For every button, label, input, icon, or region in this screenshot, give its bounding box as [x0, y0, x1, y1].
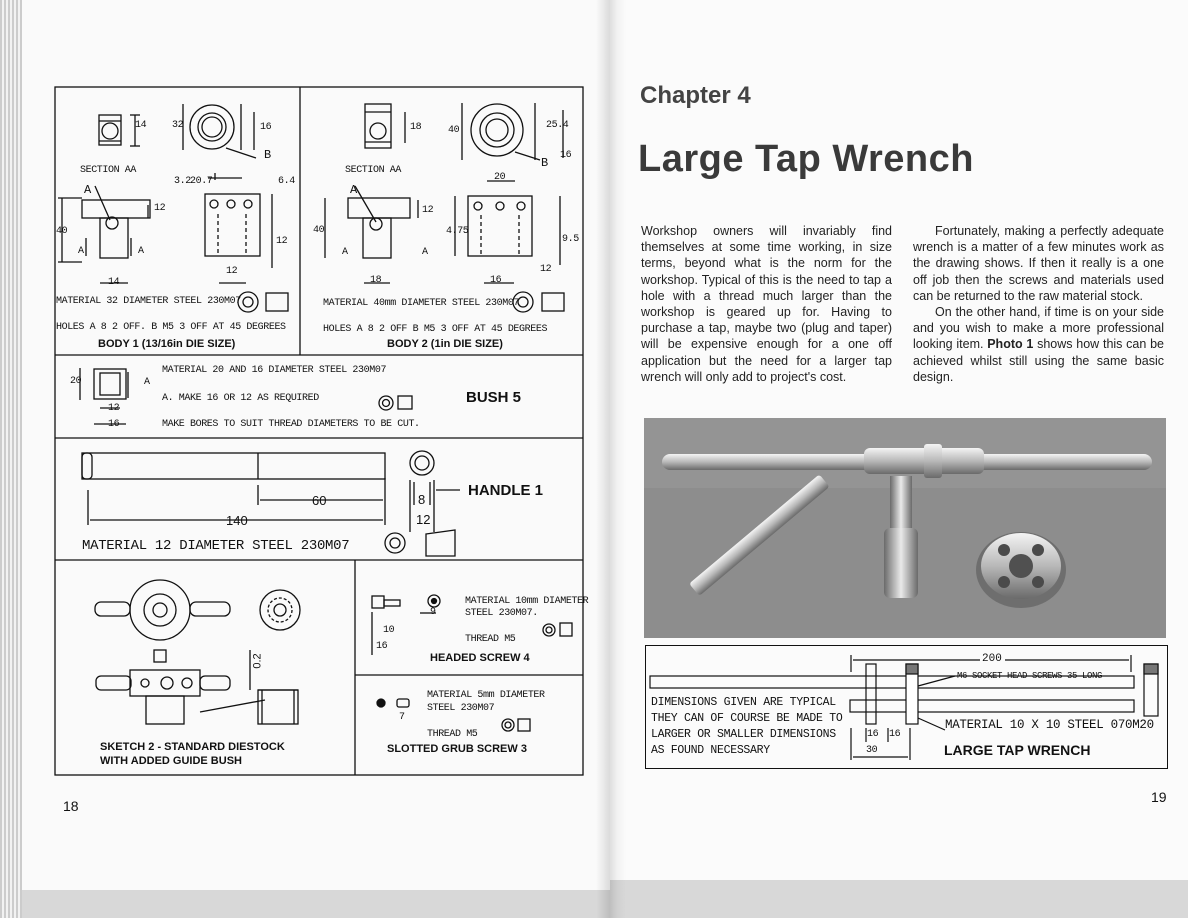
body2-label-a-top: A [350, 183, 357, 197]
handle-dim-8: 8 [418, 492, 426, 507]
body2-dim-9-5: 9.5 [562, 234, 579, 245]
wrench-note-line1: DIMENSIONS GIVEN ARE TYPICAL [651, 696, 836, 709]
body1-dim-6-4: 6.4 [278, 176, 295, 187]
body1-dim-20-7: 20.7 [190, 176, 213, 187]
book-gutter-shadow [596, 0, 626, 918]
headed-screw-material-line2: STEEL 230M07. [465, 608, 538, 619]
body1-dim-32: 32 [172, 120, 184, 131]
body2-section-drawing [365, 104, 405, 148]
grub-screw-thread: THREAD M5 [427, 729, 478, 740]
bush-dim-a: A [144, 377, 150, 388]
body2-material: MATERIAL 40mm DIAMETER STEEL 230M07 [323, 298, 520, 309]
chapter-label: Chapter 4 [640, 82, 751, 109]
headed-screw-caption: HEADED SCREW 4 [430, 652, 530, 664]
body2-dim-25-4: 25.4 [546, 120, 569, 131]
body2-dim-18: 18 [410, 122, 422, 133]
body2-label-b: B [541, 156, 548, 170]
right-page-number: 19 [1151, 789, 1167, 805]
body2-front-view [325, 186, 560, 283]
photo-reference: Photo 1 [987, 337, 1034, 352]
body2-caption: BODY 2 (1in DIE SIZE) [387, 338, 503, 350]
body2-section-label: SECTION AA [345, 165, 402, 176]
wrench-dim-16-b: 16 [889, 729, 901, 740]
photo-tap-wrench-illustration [644, 418, 1166, 638]
body1-section-label: SECTION AA [80, 165, 137, 176]
paragraph-other-hand-text: On the other hand, if time is on your side and you wish to make a more professional looking item. [913, 305, 1164, 352]
body2-dim-18-b: 18 [370, 275, 382, 286]
wrench-caption: LARGE TAP WRENCH [944, 742, 1091, 758]
body2-dim-12: 12 [422, 205, 434, 216]
sketch2-dim-0-2: 0.2 [251, 653, 264, 669]
body1-dim-12-b: 12 [276, 236, 288, 247]
body2-holes: HOLES A 8 2 OFF B M5 3 OFF AT 45 DEGREES [323, 324, 548, 335]
body1-dim-3-2: 3.2 [174, 176, 191, 187]
chapter-title: Large Tap Wrench [638, 138, 974, 180]
body2-dim-40: 40 [448, 125, 460, 136]
wrench-note-line4: AS FOUND NECESSARY [651, 744, 770, 757]
body1-material: MATERIAL 32 DIAMETER STEEL 230M07 [56, 296, 241, 307]
body1-dim-14: 14 [135, 120, 147, 131]
headed-screw-dim-16: 16 [376, 641, 388, 652]
body1-dim-12-a: 12 [154, 203, 166, 214]
bush-dim-12: 12 [108, 403, 120, 414]
bush-dim-16: 16 [108, 419, 120, 430]
body1-label-a-top: A [84, 183, 91, 197]
paragraph-intro: Workshop owners will invariably find themselves at some time working, in size terms, beyond what is the norm for the workshop. Typical of this is the need to tap a hole with a thread much larger than the workshop is geared up for. Having to purchase a tap, maybe two (plug and taper) will be expensive enough for a one off application but the need for a larger tap wrench will only add to project's cost. [641, 224, 892, 384]
body1-label-a-right: A [138, 246, 144, 257]
body2-label-a-right: A [422, 247, 428, 258]
wrench-material: MATERIAL 10 X 10 STEEL 070M20 [945, 718, 1154, 732]
headed-screw-material-line1: MATERIAL 10mm DIAMETER [465, 596, 589, 607]
body1-symbols [238, 292, 288, 312]
body1-holes: HOLES A 8 2 OFF. B M5 3 OFF AT 45 DEGREES [56, 322, 286, 333]
handle-material: MATERIAL 12 DIAMETER STEEL 230M07 [82, 538, 350, 554]
photo-tap-wrench [644, 418, 1166, 638]
bush-caption: BUSH 5 [466, 389, 522, 406]
wrench-dim-16-a: 16 [867, 729, 879, 740]
body1-label-b: B [264, 148, 271, 162]
body2-dim-40-b: 40 [313, 225, 325, 236]
wrench-note-line3: LARGER OR SMALLER DIMENSIONS [651, 728, 836, 741]
body2-dim-16-b: 16 [490, 275, 502, 286]
bush-dim-20: 20 [70, 376, 82, 387]
body2-dim-12-b: 12 [540, 264, 552, 275]
body1-label-a-left: A [78, 246, 84, 257]
handle-dim-140: 140 [226, 513, 248, 528]
sketch2-caption-line1: SKETCH 2 - STANDARD DIESTOCK [100, 741, 285, 753]
body1-end-view [183, 104, 256, 180]
grub-screw-dim-7: 7 [399, 712, 405, 723]
body1-caption: BODY 1 (13/16in DIE SIZE) [98, 338, 236, 350]
paragraph-other-hand-tail: shows how this can be achieved whilst still using the same basic design. [913, 337, 1164, 384]
body1-section-drawing [99, 115, 140, 146]
paragraph-other-hand [913, 304, 1164, 385]
wrench-dim-30: 30 [866, 745, 878, 756]
grub-screw-material-line1: MATERIAL 5mm DIAMETER [427, 690, 545, 701]
grub-screw-caption: SLOTTED GRUB SCREW 3 [387, 743, 527, 755]
body1-dim-14-b: 14 [108, 277, 120, 288]
body2-symbols [513, 292, 564, 312]
body1-front-view [58, 186, 272, 283]
paragraph-fortunately: Fortunately, making a perfectly adequate wrench is a matter of a few minutes work as the drawing shows. If then it really is a one off job then the screws and materials used can be returned to the raw material stock. [913, 224, 1164, 303]
body2-dim-16: 16 [560, 150, 572, 161]
bush-bores-note: MAKE BORES TO SUIT THREAD DIAMETERS TO BE CUT. [162, 419, 420, 430]
headed-screw-dim-9: 9 [430, 607, 436, 618]
headed-screw-thread: THREAD M5 [465, 634, 516, 645]
text-column-1 [641, 223, 892, 385]
left-page-number: 18 [63, 798, 79, 814]
wrench-screws-note: M6 SOCKET HEAD SCREWS 35 LONG [957, 671, 1103, 681]
drawing-frame [55, 87, 583, 775]
text-column-2 [913, 223, 1164, 385]
grub-screw-material-line2: STEEL 230M07 [427, 703, 495, 714]
handle-dim-12: 12 [416, 512, 431, 527]
sketch2-caption-line2: WITH ADDED GUIDE BUSH [100, 755, 242, 767]
bush-note-a: A. MAKE 16 OR 12 AS REQUIRED [162, 393, 319, 404]
body1-dim-40: 40 [56, 226, 68, 237]
handle-caption: HANDLE 1 [468, 482, 544, 499]
body1-dim-12-c: 12 [226, 266, 238, 277]
wrench-note-line2: THEY CAN OF COURSE BE MADE TO [651, 712, 843, 725]
headed-screw-dim-10: 10 [383, 625, 395, 636]
sketch2-drawing [95, 580, 300, 724]
body2-dim-20: 20 [494, 172, 506, 183]
body2-label-a-left: A [342, 247, 348, 258]
body2-dim-4-75: 4.75 [446, 226, 469, 237]
handle-dim-60: 60 [312, 493, 327, 508]
bush-material: MATERIAL 20 AND 16 DIAMETER STEEL 230M07 [162, 365, 387, 376]
wrench-dim-200: 200 [982, 653, 1002, 665]
body1-dim-16: 16 [260, 122, 272, 133]
